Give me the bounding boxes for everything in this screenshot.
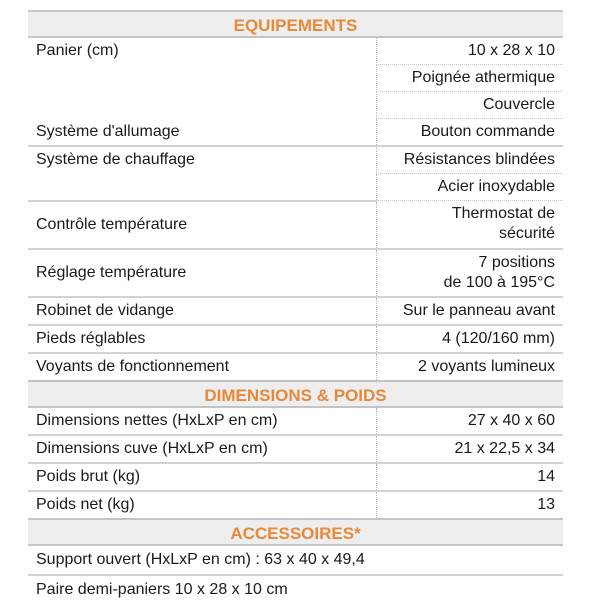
spec-sheet (28, 10, 563, 604)
row-value-poids-net: 13 (376, 491, 563, 518)
row-label-robinet: Robinet de vidange (28, 297, 376, 325)
row-label-poids-net: Poids net (kg) (36, 495, 135, 513)
section-header-equipements: EQUIPEMENTS (28, 10, 563, 38)
table-row (28, 463, 563, 491)
row-value-panier-handle: Poignée athermique (376, 65, 563, 92)
table-row (28, 435, 563, 463)
row-value-reglage-line2: de 100 à 195°C (443, 273, 555, 291)
row-value-reglage-line1: 7 positions (478, 253, 555, 271)
row-value-controle-line1: Thermostat de (451, 205, 555, 223)
dimensions-table (28, 408, 563, 518)
row-value-dim-cuve: 21 x 22,5 x 34 (376, 435, 563, 463)
table-row (28, 201, 563, 249)
table-row (28, 146, 563, 174)
row-label-dim-nettes: Dimensions nettes (HxLxP en cm) (28, 408, 376, 435)
row-label-voyants: Voyants de fonctionnement (36, 357, 230, 375)
section-header-accessoires: ACCESSOIRES* (28, 518, 563, 546)
accessory-item: Support ouvert (HxLxP en cm) : 63 x 40 x 49,4 (28, 546, 563, 576)
row-value-controle-line2: sécurité (498, 225, 555, 243)
row-value-controle (376, 201, 563, 249)
table-row (28, 119, 563, 147)
row-value-poids-brut: 14 (376, 463, 563, 491)
table-row (28, 249, 563, 297)
row-value-voyants: 2 voyants lumineux (376, 353, 563, 380)
row-value-panier-dims: 10 x 28 x 10 (376, 38, 563, 65)
row-value-pieds: 4 (120/160 mm) (376, 325, 563, 353)
row-value-chauffage-1: Résistances blindées (376, 146, 563, 174)
row-value-chauffage-2: Acier inoxydable (376, 174, 563, 201)
row-value-reglage (376, 249, 563, 297)
row-label-allumage: Système d'allumage (28, 119, 376, 147)
row-value-allumage: Bouton commande (376, 119, 563, 147)
equipements-table (28, 38, 563, 380)
row-value-dim-nettes: 27 x 40 x 60 (376, 408, 563, 435)
row-label-reglage: Réglage température (28, 249, 376, 297)
row-label-poids-brut: Poids brut (kg) (28, 463, 376, 491)
table-row (28, 353, 563, 380)
row-value-robinet: Sur le panneau avant (376, 297, 563, 325)
row-label-pieds: Pieds réglables (28, 325, 376, 353)
accessory-item: Paire demi-paniers 10 x 28 x 10 cm (36, 580, 288, 598)
row-label-panier: Panier (cm) (36, 42, 119, 59)
table-row (28, 491, 563, 518)
table-row (28, 408, 563, 435)
row-label-chauffage: Système de chauffage (28, 146, 376, 201)
row-label-controle: Contrôle température (28, 201, 376, 249)
row-value-panier-lid: Couvercle (376, 92, 563, 119)
table-row (28, 297, 563, 325)
row-label-dim-cuve: Dimensions cuve (HxLxP en cm) (28, 435, 376, 463)
table-row (28, 325, 563, 353)
table-row (28, 38, 563, 65)
section-header-dimensions: DIMENSIONS & POIDS (28, 380, 563, 408)
